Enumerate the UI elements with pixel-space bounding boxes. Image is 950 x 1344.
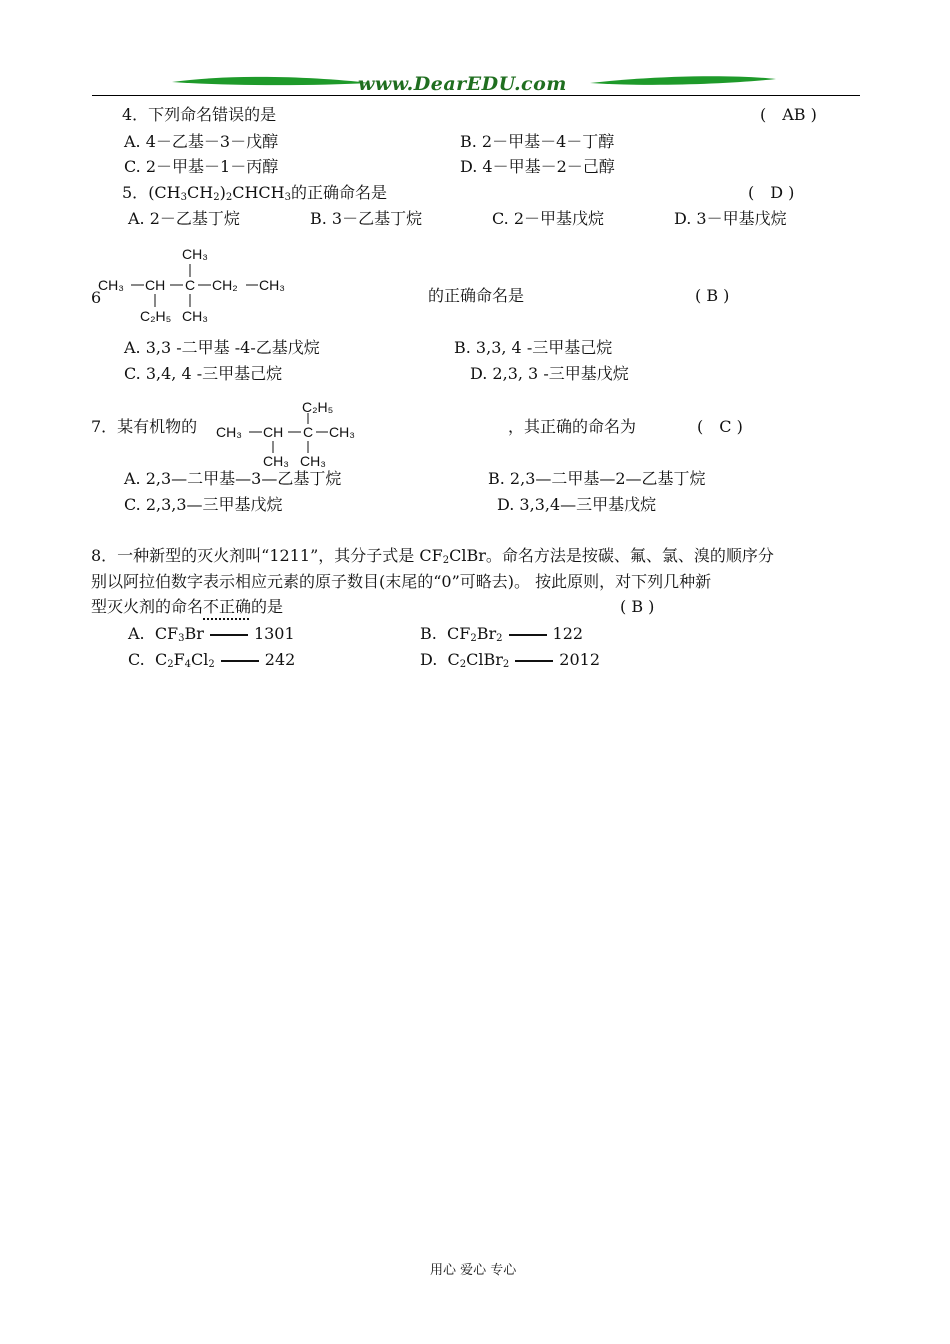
q6-ch: CH: [145, 277, 166, 293]
header-rule: [92, 95, 860, 96]
q7-ch: CH: [263, 424, 284, 440]
q5-number: 5．: [122, 183, 149, 202]
q4-stem: 4．下列命名错误的是: [122, 105, 277, 124]
q6-option-c: C. 3,4, 4 -三甲基己烷: [124, 364, 283, 383]
q7-ch3-bottom-1: CH₃: [263, 453, 289, 469]
q6-stem-tail: 的正确命名是: [428, 286, 525, 305]
q7-stem-tail: ，其正确的命名为: [508, 417, 637, 436]
dash-line: [210, 634, 248, 636]
q5-formula: $(CH_3CH_2)_2CHCH_3$: [148, 183, 291, 203]
q6-option-d: D. 2,3, 3 -三甲基戊烷: [470, 364, 629, 383]
q6-option-b: B. 3,3, 4 -三甲基己烷: [454, 338, 613, 357]
q5-option-c: C. 2－甲基戊烷: [492, 209, 605, 228]
q8-option-d: D. $C_2ClBr_2$ 2012: [420, 650, 600, 670]
dash-line: [509, 634, 547, 636]
q5-option-b: B. 3－乙基丁烷: [310, 209, 423, 228]
q8-emphasis: 不正确: [203, 597, 252, 616]
q7-option-a: A. 2,3—二甲基—3—乙基丁烷: [124, 469, 342, 488]
q4-option-d: D. 4－甲基－2－己醇: [460, 157, 615, 176]
q8-answer: ( B ): [620, 597, 655, 616]
q6-ch3-bottom: CH₃: [182, 308, 208, 324]
q4-answer: ( AB ): [760, 105, 817, 124]
q6-number: 6: [91, 288, 102, 307]
q8-option-b: B. $CF_2Br_2$ 122: [420, 624, 584, 644]
q6-ch3-left: CH₃: [98, 277, 124, 293]
q4-option-a: A. 4－乙基－3－戊醇: [124, 132, 279, 151]
q7-stem-head: 7．某有机物的: [91, 417, 198, 436]
q6-ch3-top: CH₃: [182, 246, 208, 262]
q6-option-a: A. 3,3 -二甲基 -4-乙基戊烷: [124, 338, 320, 357]
q5-option-a: A. 2－乙基丁烷: [128, 209, 240, 228]
q7-option-b: B. 2,3—二甲基—2—乙基丁烷: [488, 469, 706, 488]
q8-line-2: 别以阿拉伯数字表示相应元素的原子数目(末尾的“0”可略去)。 按此原则，对下列几种新: [91, 572, 712, 591]
q8-line-3: 型灭火剂的命名不正确的是: [91, 597, 284, 616]
q7-c2h5-top: C₂H₅: [302, 399, 334, 415]
q7-ch3-left: CH₃: [216, 424, 242, 440]
q6-structural-formula: [98, 244, 298, 326]
q7-option-c: C. 2,3,3—三甲基戊烷: [124, 495, 283, 514]
dash-line: [221, 660, 259, 662]
q7-option-d: D. 3,3,4—三甲基戊烷: [497, 495, 657, 514]
q5-option-d: D. 3－甲基戊烷: [674, 209, 787, 228]
q6-c: C: [185, 277, 196, 293]
q8-option-c: C. $C_2F_4Cl_2$ 242: [128, 650, 296, 670]
q7-answer: ( C ): [697, 417, 743, 436]
q6-ch3-right: CH₃: [259, 277, 285, 293]
q7-c: C: [303, 424, 314, 440]
q4-option-b: B. 2－甲基－4－丁醇: [460, 132, 615, 151]
q6-answer: ( B ): [695, 286, 730, 305]
q4-option-c: C. 2－甲基－1－丙醇: [124, 157, 279, 176]
q5-answer: ( D ): [748, 183, 795, 202]
q6-ch2: CH₂: [212, 277, 238, 293]
q7-structural-formula: [216, 397, 366, 469]
q7-ch3-bottom-2: CH₃: [300, 453, 326, 469]
dash-line: [515, 660, 553, 662]
page-footer: 用心 爱心 专心: [430, 1263, 517, 1278]
q7-ch3-right: CH₃: [329, 424, 355, 440]
q8-option-a: A. $CF_3Br$ 1301: [128, 624, 295, 644]
logo-text: www.DearEDU.com: [358, 73, 567, 95]
q5-stem: [122, 183, 387, 203]
q8-line-1: 8．一种新型的灭火剂叫“1211”，其分子式是 $CF_2ClBr$。命名方法是按碳、氟、氯、溴的顺序分: [91, 546, 774, 566]
q5-stem-tail: 的正确命名是: [290, 183, 387, 202]
q6-c2h5: C₂H₅: [140, 308, 172, 324]
